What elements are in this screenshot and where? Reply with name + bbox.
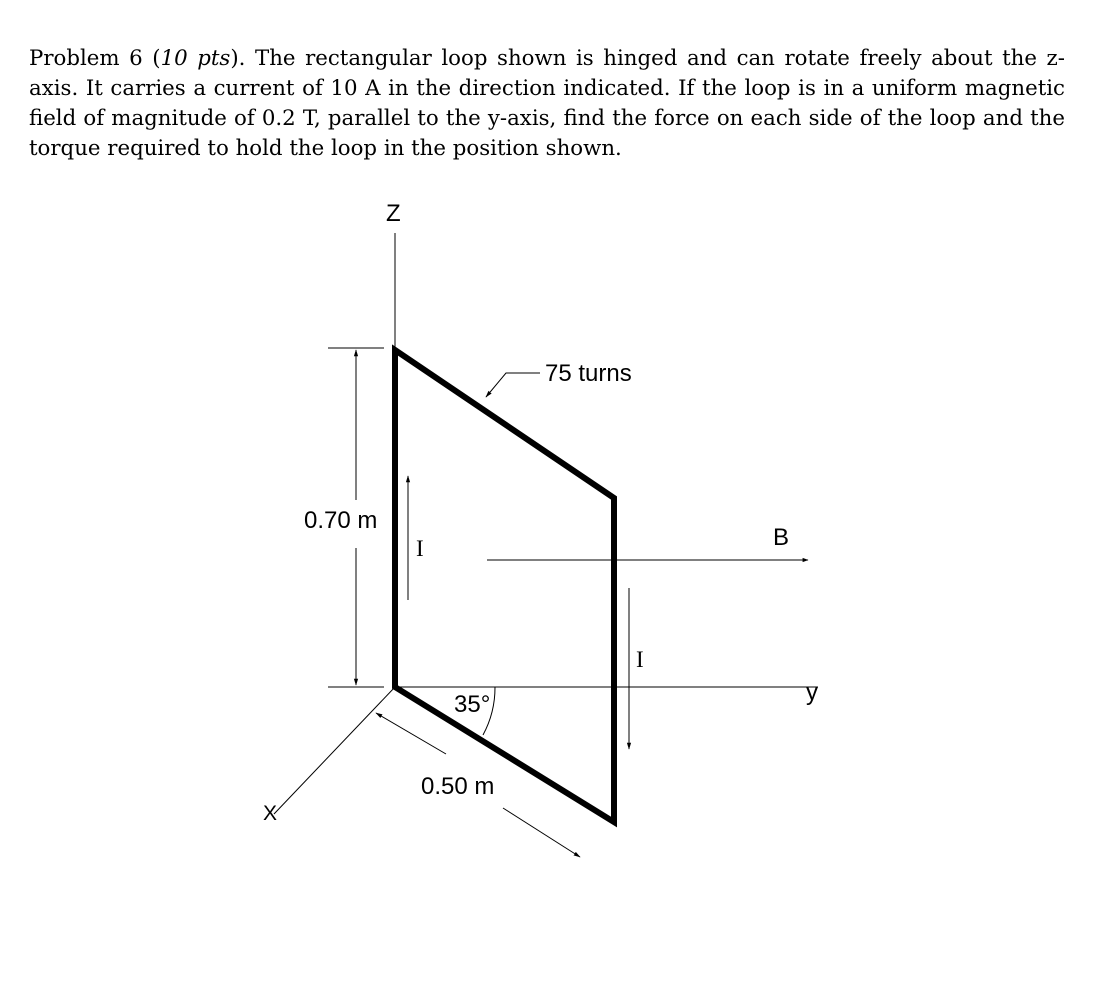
y-axis-label: y	[806, 679, 818, 706]
current-label-left: I	[416, 536, 424, 561]
height-label: 0.70 m	[304, 507, 378, 534]
turns-leader	[486, 373, 540, 397]
problem-points: 10 pts	[160, 46, 231, 71]
width-label: 0.50 m	[421, 773, 495, 800]
x-axis-label: X	[263, 802, 278, 825]
problem-text: The rectangular loop shown is hinged and can rotate freely about the z-axis. It carries a current of 10 A in the direction indicated. If the loop is in a uniform magnetic field of magnitude of 0.2 T, parallel to the y-axis, find the force on each side of the loop and the torque required to hold the loop in the position shown.	[29, 46, 1065, 161]
problem-points-close: ).	[230, 46, 246, 71]
width-dimension-lower	[503, 808, 580, 857]
angle-label: 35°	[454, 691, 491, 718]
turns-label: 75 turns	[545, 360, 632, 387]
width-dimension-upper	[376, 713, 446, 754]
z-axis-label: Z	[386, 200, 401, 227]
field-label: B	[773, 524, 790, 551]
current-label-right: I	[636, 647, 644, 672]
current-loop	[395, 350, 614, 822]
x-axis	[274, 687, 395, 814]
problem-label: Problem 6	[29, 46, 143, 71]
problem-points-open: (	[152, 46, 161, 71]
